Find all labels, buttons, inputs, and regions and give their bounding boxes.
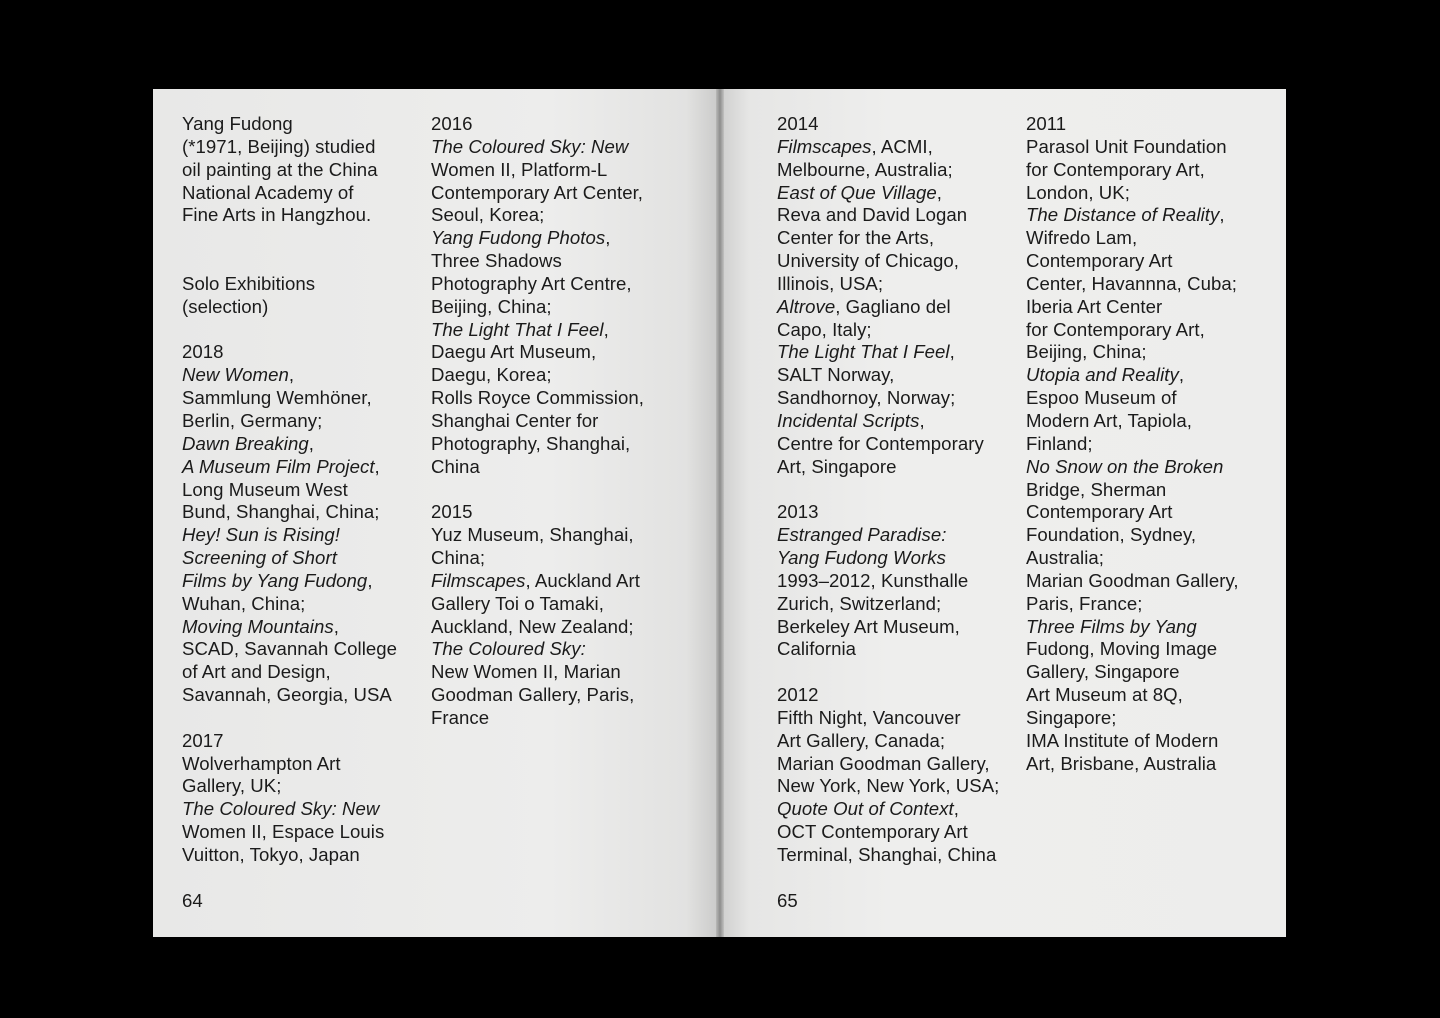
exhibition-line: Wolverhampton Art [182,752,341,774]
exhibition-line: Art, Brisbane, Australia [1026,752,1217,774]
year-heading-2016: 2016 [431,113,473,134]
exhibition-line: Wifredo Lam, [1026,227,1138,249]
exhibition-line: Bund, Shanghai, China; [182,501,380,523]
exhibition-line: Screening of Short [182,547,337,569]
exhibition-line: Rolls Royce Commission, [431,387,644,409]
exhibition-line: East of Que Village, [777,181,943,203]
exhibition-line: Berlin, Germany; [182,409,323,431]
page-number-right: 65 [777,890,798,911]
bio-line: National Academy of [182,181,354,203]
exhibition-line: Estranged Paradise: [777,524,947,546]
exhibition-line: Savannah, Georgia, USA [182,684,392,706]
exhibition-line: Utopia and Reality, [1026,364,1185,386]
exhibition-line: Dawn Breaking, [182,432,314,454]
exhibition-line: Women II, Platform-L [431,158,608,180]
exhibition-line: Seoul, Korea; [431,204,545,226]
exhibition-line: Yuz Museum, Shanghai, [431,524,634,546]
exhibition-line: Art Gallery, Canada; [777,729,946,751]
exhibition-line: Beijing, China; [1026,341,1147,363]
exhibition-line: Altrove, Gagliano del [777,295,951,317]
exhibition-line: Gallery, UK; [182,775,282,797]
exhibition-line: Iberia Art Center [1026,295,1163,317]
exhibition-line: Incidental Scripts, [777,409,925,431]
exhibition-line: Center, Havannna, Cuba; [1026,272,1237,294]
exhibition-line: Parasol Unit Foundation [1026,135,1227,157]
exhibition-line: Contemporary Art Center, [431,181,644,203]
exhibition-line: Illinois, USA; [777,272,884,294]
exhibition-line: Beijing, China; [431,295,552,317]
exhibition-line: Daegu, Korea; [431,364,552,386]
exhibition-line: Moving Mountains, [182,615,339,637]
page-number-left: 64 [182,890,203,911]
exhibition-line: New York, New York, USA; [777,775,1000,797]
year-heading-2014: 2014 [777,113,819,134]
exhibition-line: Quote Out of Context, [777,798,959,820]
exhibition-line: Wuhan, China; [182,592,306,614]
year-heading-2017: 2017 [182,729,224,751]
exhibition-line: Bridge, Sherman [1026,478,1167,500]
left-column-2 [431,113,644,730]
exhibition-line: Films by Yang Fudong, [182,569,373,591]
year-heading-2011: 2011 [1026,113,1067,134]
exhibition-line: Melbourne, Australia; [777,158,953,180]
exhibition-line: Auckland, New Zealand; [431,615,634,637]
exhibition-line: Marian Goodman Gallery, [1026,569,1239,591]
exhibition-line: Marian Goodman Gallery, [777,752,990,774]
exhibition-line: Centre for Contemporary [777,432,984,454]
exhibition-line: The Light That I Feel, [431,318,609,340]
exhibition-line: A Museum Film Project, [182,455,380,477]
exhibition-line: New Women, [182,364,295,386]
exhibition-line: Zurich, Switzerland; [777,592,942,614]
section-heading: (selection) [182,295,269,317]
exhibition-line: OCT Contemporary Art [777,821,968,843]
exhibition-line: Photography, Shanghai, [431,432,631,454]
exhibition-line: Sandhornoy, Norway; [777,387,956,409]
exhibition-line: Gallery Toi o Tamaki, [431,592,604,614]
bio-line: Yang Fudong [182,113,293,134]
right-column-2 [1026,113,1239,775]
exhibition-line: of Art and Design, [182,661,331,683]
exhibition-line: IMA Institute of Modern [1026,729,1219,751]
exhibition-line: The Light That I Feel, [777,341,955,363]
exhibition-line: for Contemporary Art, [1026,318,1205,340]
exhibition-line: California [777,638,857,660]
exhibition-line: Modern Art, Tapiola, [1026,409,1193,431]
exhibition-line: Gallery, Singapore [1026,661,1180,683]
year-heading-2012: 2012 [777,684,819,706]
year-heading-2015: 2015 [431,501,473,523]
exhibition-line: Three Shadows [431,250,562,272]
exhibition-line: Vuitton, Tokyo, Japan [182,844,360,865]
exhibition-line: New Women II, Marian [431,661,621,683]
exhibition-line: France [431,706,490,728]
exhibition-line: Yang Fudong Photos, [431,227,611,249]
exhibition-line: China; [431,547,486,569]
exhibition-line: Contemporary Art [1026,501,1173,523]
exhibition-line: Singapore; [1026,706,1117,728]
exhibition-line: Espoo Museum of [1026,387,1177,409]
section-heading: Solo Exhibitions [182,272,316,294]
exhibition-line: Contemporary Art [1026,250,1173,272]
exhibition-line: The Coloured Sky: [431,638,586,660]
exhibition-line: Three Films by Yang [1026,615,1197,637]
exhibition-line: Women II, Espace Louis [182,821,385,843]
exhibition-line: London, UK; [1026,181,1130,203]
exhibition-line: Goodman Gallery, Paris, [431,684,635,706]
exhibition-line: Paris, France; [1026,592,1143,614]
exhibition-line: Yang Fudong Works [777,547,946,569]
exhibition-line: Fudong, Moving Image [1026,638,1218,660]
exhibition-line: Capo, Italy; [777,318,872,340]
exhibition-line: China [431,455,480,477]
exhibition-line: Filmscapes, ACMI, [777,135,933,157]
exhibition-line: 1993–2012, Kunsthalle [777,569,969,591]
right-column-1 [777,113,999,867]
bio-line: oil painting at the China [182,158,378,180]
bio-line: Fine Arts in Hangzhou. [182,204,372,226]
exhibition-line: The Coloured Sky: New [182,798,380,820]
exhibition-line: Reva and David Logan [777,204,968,226]
exhibition-line: Finland; [1026,432,1093,454]
book-gutter [716,89,724,937]
exhibition-line: Art, Singapore [777,455,897,477]
exhibition-line: Photography Art Centre, [431,272,632,294]
exhibition-line: Fifth Night, Vancouver [777,706,961,728]
exhibition-line: Foundation, Sydney, [1026,524,1197,546]
exhibition-line: University of Chicago, [777,250,959,272]
exhibition-line: The Distance of Reality, [1026,204,1225,226]
exhibition-line: Australia; [1026,547,1105,569]
exhibition-line: Hey! Sun is Rising! [182,524,341,546]
exhibition-line: Art Museum at 8Q, [1026,684,1183,706]
exhibition-line: Center for the Arts, [777,227,935,249]
exhibition-line: Daegu Art Museum, [431,341,597,363]
year-heading-2018: 2018 [182,341,224,363]
left-column-1 [182,113,397,867]
exhibition-line: Terminal, Shanghai, China [777,844,997,865]
exhibition-line: Berkeley Art Museum, [777,615,960,637]
exhibition-line: Sammlung Wemhöner, [182,387,372,409]
exhibition-line: The Coloured Sky: New [431,135,629,157]
exhibition-line: Long Museum West [182,478,348,500]
exhibition-line: SALT Norway, [777,364,895,386]
exhibition-line: SCAD, Savannah College [182,638,398,660]
exhibition-line: Shanghai Center for [431,409,599,431]
exhibition-line: for Contemporary Art, [1026,158,1205,180]
exhibition-line: Filmscapes, Auckland Art [431,569,640,591]
year-heading-2013: 2013 [777,501,819,523]
exhibition-line: No Snow on the Broken [1026,455,1224,477]
bio-line: (*1971, Beijing) studied [182,135,376,157]
